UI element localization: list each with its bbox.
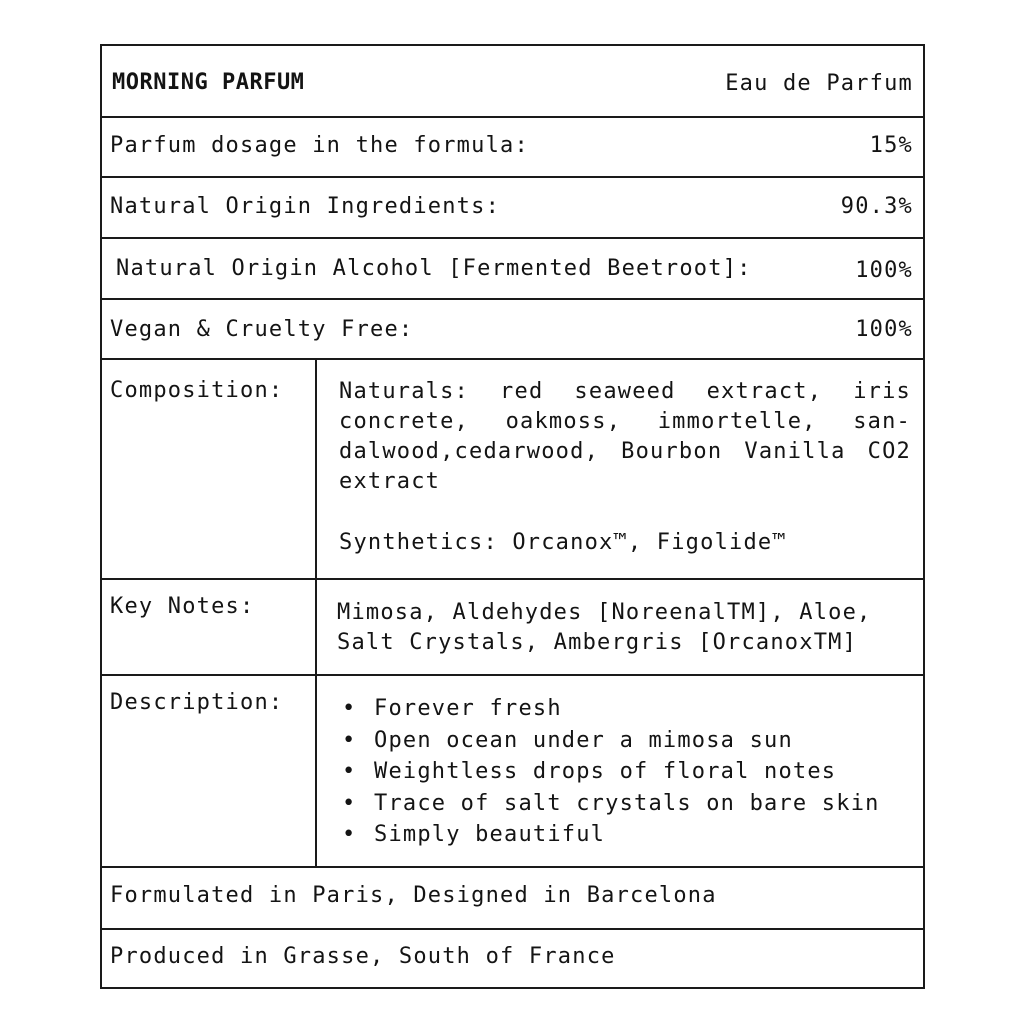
spec-row-vegan <box>102 300 923 360</box>
description-list <box>342 693 911 851</box>
description-item: • Simply beautiful <box>342 819 911 851</box>
spec-value: 15% <box>869 133 913 158</box>
composition-row <box>102 360 923 580</box>
footer-row-formulated <box>102 868 923 930</box>
key-notes-label: Key Notes: <box>110 594 255 619</box>
header-row <box>102 46 923 118</box>
footer-row-produced <box>102 930 923 989</box>
description-item: • Weightless drops of floral notes <box>342 756 911 788</box>
spec-value: 100% <box>855 317 913 342</box>
composition-synthetics: Synthetics: Orcanox™, Figolide™ <box>339 530 787 555</box>
description-label: Description: <box>110 690 284 715</box>
key-notes-value: Mimosa, Aldehydes [NoreenalTM], Aloe, Salt Crystals, Ambergris [OrcanoxTM] <box>337 600 872 655</box>
formulated-text: Formulated in Paris, Designed in Barcelona <box>110 883 717 908</box>
spec-label: Natural Origin Ingredients: <box>110 194 501 219</box>
product-title: MORNING PARFUM <box>112 70 305 95</box>
spec-row-dosage <box>102 118 923 178</box>
product-info-table <box>100 44 925 989</box>
composition-naturals: Naturals: red seaweed extract, iris concrete, oakmoss, immortelle, san-dalwood,cedarwood, Bourbon Vanilla CO2 extract <box>339 379 911 494</box>
key-notes-row <box>102 580 923 676</box>
column-divider <box>315 359 317 866</box>
produced-text: Produced in Grasse, South of France <box>110 944 616 969</box>
spec-value: 90.3% <box>840 194 913 219</box>
spec-row-natural-ingredients <box>102 178 923 239</box>
spec-label: Vegan & Cruelty Free: <box>110 317 414 342</box>
product-type: Eau de Parfum <box>725 71 913 96</box>
composition-label: Composition: <box>110 378 284 403</box>
spec-value: 100% <box>855 258 913 283</box>
description-item: • Forever fresh <box>342 693 911 725</box>
description-item: • Open ocean under a mimosa sun <box>342 725 911 757</box>
description-item: • Trace of salt crystals on bare skin <box>342 788 911 820</box>
spec-label: Parfum dosage in the formula: <box>110 133 529 158</box>
description-row <box>102 676 923 868</box>
spec-label: Natural Origin Alcohol [Fermented Beetroot]: <box>116 256 752 281</box>
spec-row-natural-alcohol <box>102 239 923 300</box>
